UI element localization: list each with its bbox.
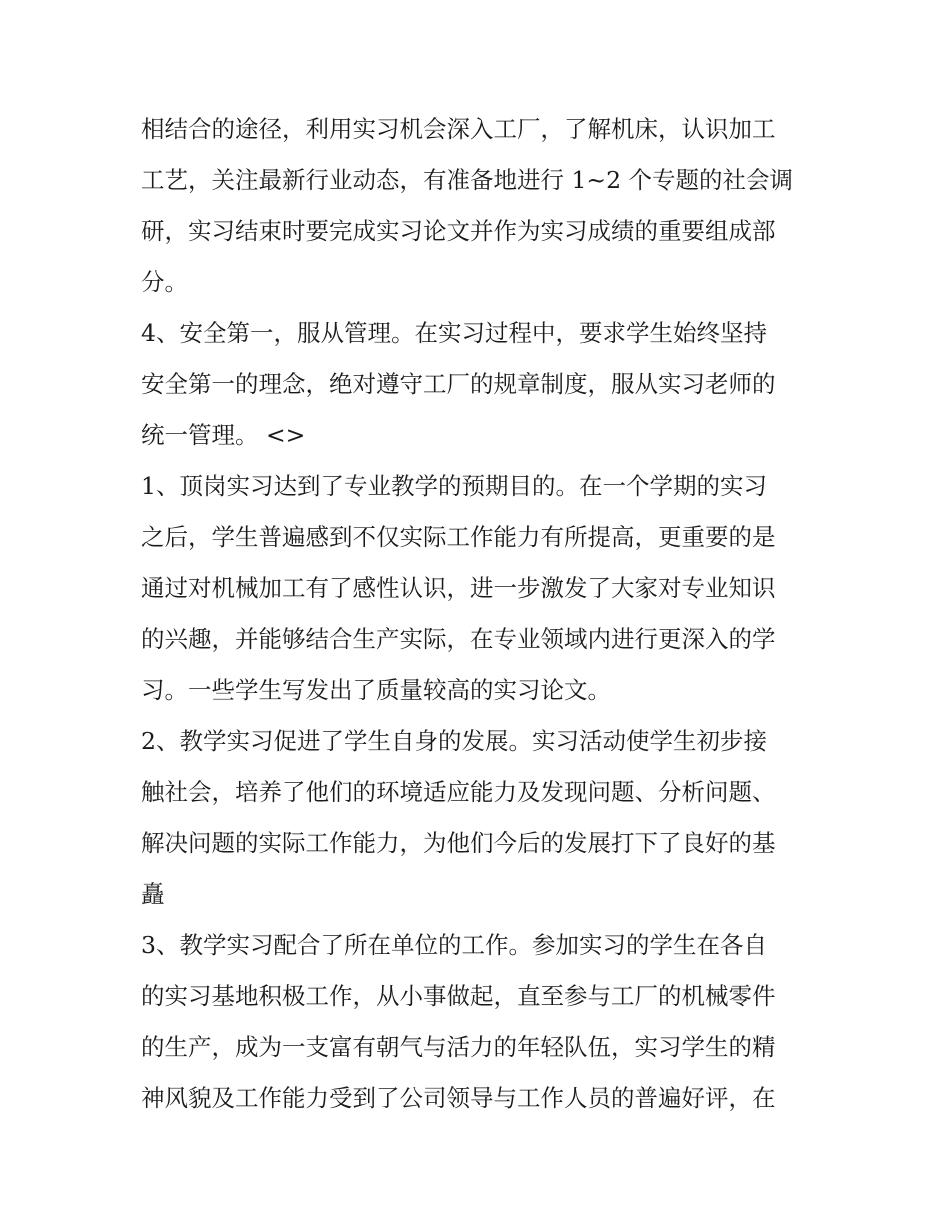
text-line: 解决问题的实际工作能力，为他们今后的发展打下了良好的基	[141, 829, 776, 857]
text-line: 4、安全第一，服从管理。在实习过程中，要求学生始终坚持	[141, 319, 767, 347]
text-line: 工艺，关注最新行业动态，有准备地进行 1~2 个专题的社会调	[141, 166, 794, 194]
text-line: 的生产，成为一支富有朝气与活力的年轻队伍，实习学生的精	[141, 1033, 776, 1061]
text-line: 3、教学实习配合了所在单位的工作。参加实习的学生在各自	[141, 931, 767, 959]
text-line: 安全第一的理念，绝对遵守工厂的规章制度，服从实习老师的	[141, 370, 776, 398]
text-line: 的兴趣，并能够结合生产实际，在专业领域内进行更深入的学	[141, 625, 776, 653]
text-line: 通过对机械加工有了感性认识，进一步激发了大家对专业知识	[141, 574, 776, 602]
text-line: 的实习基地积极工作，从小事做起，直至参与工厂的机械零件	[141, 982, 776, 1010]
text-line: 之后，学生普遍感到不仅实际工作能力有所提高，更重要的是	[141, 523, 776, 551]
text-line: 神风貌及工作能力受到了公司领导与工作人员的普遍好评，在	[141, 1084, 776, 1112]
document-body	[141, 104, 821, 1124]
text-line: 2、教学实习促进了学生自身的发展。实习活动使学生初步接	[141, 727, 767, 755]
text-line: 分。	[141, 268, 188, 296]
text-line: 研，实习结束时要完成实习论文并作为实习成绩的重要组成部	[141, 217, 776, 245]
text-line: 相结合的途径，利用实习机会深入工厂，了解机床，认识加工	[141, 115, 776, 143]
text-line: 矗	[141, 880, 165, 908]
text-line: 1、顶岗实习达到了专业教学的预期目的。在一个学期的实习	[141, 472, 767, 500]
text-line: 统一管理。 <>	[141, 421, 306, 449]
text-line: 触社会，培养了他们的环境适应能力及发现问题、分析问题、	[141, 778, 776, 806]
text-line: 习。一些学生写发出了质量较高的实习论文。	[141, 676, 611, 704]
